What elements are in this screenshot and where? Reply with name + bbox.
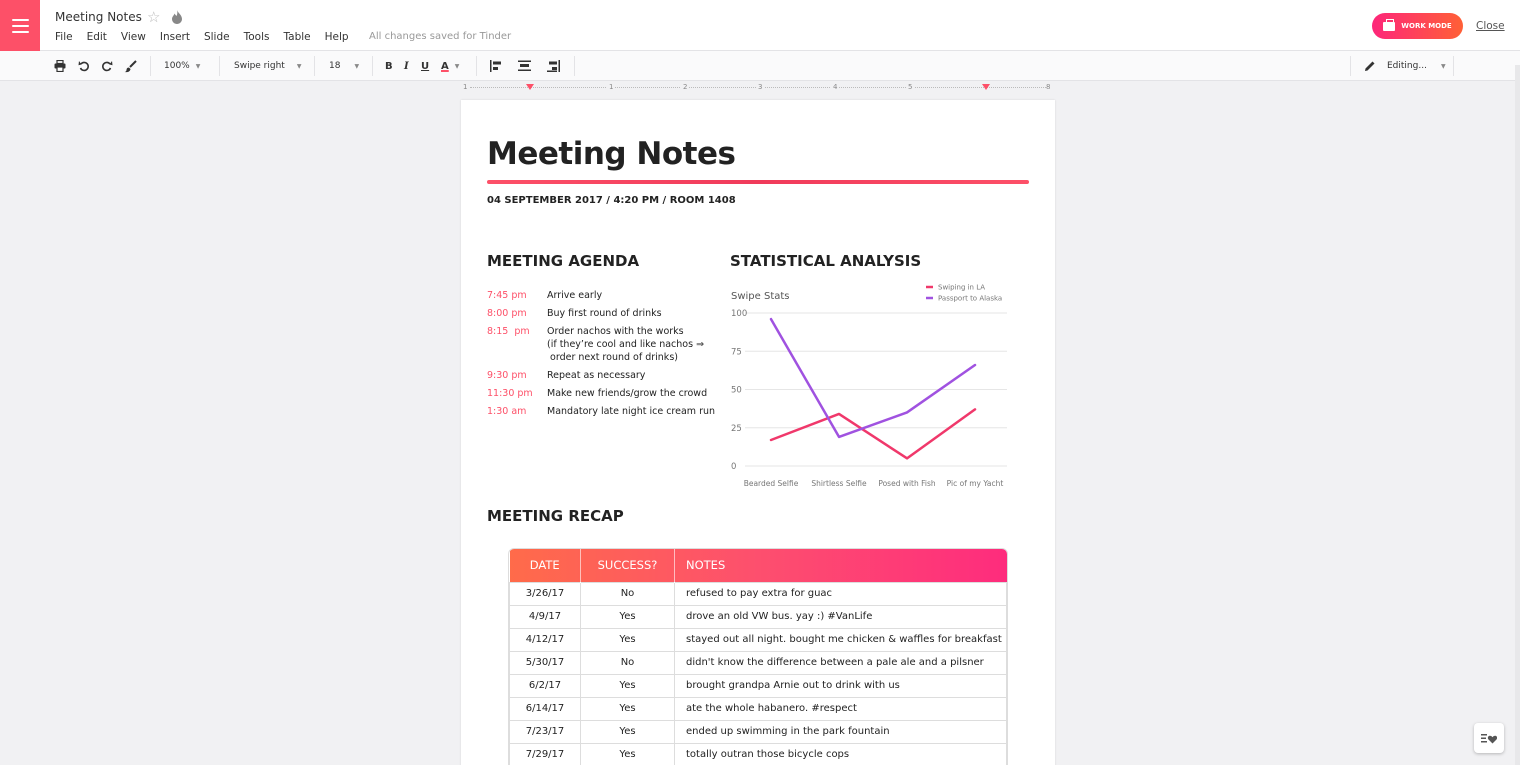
zoom-select[interactable] xyxy=(164,51,200,81)
agenda-item xyxy=(487,325,717,364)
recap-heading: MEETING RECAP xyxy=(487,507,624,525)
data-point xyxy=(770,439,772,441)
toolbar-divider xyxy=(150,56,151,76)
agenda-text: Make new friends/grow the crowd xyxy=(547,388,708,399)
menu-help[interactable]: Help xyxy=(324,31,349,43)
toolbar-divider xyxy=(1453,56,1454,76)
ruler-number: 5 xyxy=(908,83,913,91)
series-line-passport-to-alaska xyxy=(771,319,975,437)
briefcase-icon xyxy=(1383,22,1395,31)
table-row xyxy=(510,605,1007,628)
ruler-number: 1 xyxy=(609,83,614,91)
table-row xyxy=(510,743,1007,765)
align-left-icon xyxy=(490,60,503,72)
toolbar-divider xyxy=(372,56,373,76)
menu-tools[interactable]: Tools xyxy=(243,31,270,43)
agenda-text: Order nachos with the works xyxy=(547,326,684,337)
meeting-details: 04 SEPTEMBER 2017 / 4:20 PM / ROOM 1408 xyxy=(487,195,736,206)
cell-notes[interactable]: ended up swimming in the park fountain xyxy=(675,720,1007,743)
legend-label: Swiping in LA xyxy=(938,283,986,292)
align-center-icon xyxy=(518,60,531,72)
agenda-subtext: order next round of drinks) xyxy=(547,352,678,363)
data-point xyxy=(838,413,840,415)
text-color-button[interactable] xyxy=(441,51,459,81)
cell-success[interactable]: Yes xyxy=(581,605,675,628)
stats-heading: STATISTICAL ANALYSIS xyxy=(730,252,922,270)
menu-insert[interactable]: Insert xyxy=(159,31,190,43)
column-header-notes[interactable]: NOTES xyxy=(686,558,726,573)
agenda-time: 1:30 am xyxy=(487,406,527,417)
cell-date[interactable]: 6/14/17 xyxy=(510,697,581,720)
underline-button[interactable]: U xyxy=(421,60,430,72)
agenda-subtext: (if they’re cool and like nachos ⇒ xyxy=(547,339,705,350)
align-right-icon xyxy=(547,60,560,72)
style-select[interactable] xyxy=(234,51,301,81)
data-point xyxy=(906,412,908,414)
chat-button[interactable] xyxy=(1474,723,1504,753)
document-title[interactable]: Meeting Notes xyxy=(55,10,142,24)
table-row xyxy=(510,674,1007,697)
cell-date[interactable]: 7/29/17 xyxy=(510,743,581,765)
flame-icon[interactable] xyxy=(171,10,183,24)
chevron-down-icon: ▼ xyxy=(1440,62,1446,70)
bold-button[interactable]: B xyxy=(385,60,393,72)
agenda-item xyxy=(487,405,717,418)
data-point xyxy=(838,436,840,438)
menu-edit[interactable]: Edit xyxy=(86,31,107,43)
document-heading: Meeting Notes xyxy=(487,136,736,172)
toolbar-divider xyxy=(314,56,315,76)
agenda-time: 8:00 pm xyxy=(487,308,527,319)
toolbar xyxy=(0,51,1520,81)
agenda-list xyxy=(487,289,717,423)
legend-label: Passport to Alaska xyxy=(938,294,1003,303)
agenda-time: 9:30 pm xyxy=(487,370,527,381)
left-indent-marker[interactable] xyxy=(526,84,534,90)
agenda-time: 11:30 pm xyxy=(487,388,533,399)
menu-view[interactable]: View xyxy=(120,31,146,43)
ruler xyxy=(462,83,1054,93)
cell-notes[interactable]: stayed out all night. bought me chicken & waffles for breakfast xyxy=(675,628,1007,651)
print-icon xyxy=(54,60,66,72)
menu-file[interactable]: File xyxy=(55,31,73,43)
zoom-value: 100% xyxy=(164,61,190,71)
agenda-item xyxy=(487,307,717,320)
cell-notes[interactable]: ate the whole habanero. #respect xyxy=(675,697,1007,720)
y-tick-label: 25 xyxy=(731,423,742,434)
menu-icon[interactable] xyxy=(0,0,40,51)
table-row xyxy=(510,697,1007,720)
column-header-success[interactable]: SUCCESS? xyxy=(581,549,675,582)
cell-notes[interactable]: brought grandpa Arnie out to drink with us xyxy=(675,674,1007,697)
table-header-row xyxy=(510,549,1007,582)
text-color-label: A xyxy=(441,60,449,72)
document-page[interactable] xyxy=(461,100,1055,765)
cell-date[interactable]: 7/23/17 xyxy=(510,720,581,743)
style-value: Swipe right xyxy=(234,61,285,71)
agenda-time: 7:45 pm xyxy=(487,290,527,301)
paint-brush-icon xyxy=(124,60,137,73)
swipe-stats-chart xyxy=(727,280,1027,495)
toolbar-divider xyxy=(219,56,220,76)
cell-date[interactable]: 3/26/17 xyxy=(510,582,581,605)
ruler-number: 4 xyxy=(833,83,838,91)
y-tick-label: 50 xyxy=(731,385,742,396)
agenda-text: Buy first round of drinks xyxy=(547,308,662,319)
recap-table-container xyxy=(508,548,1008,765)
chevron-down-icon: ▼ xyxy=(296,62,302,70)
chevron-down-icon: ▼ xyxy=(195,62,201,70)
cell-success[interactable]: Yes xyxy=(581,674,675,697)
chevron-down-icon: ▼ xyxy=(354,62,360,70)
toolbar-divider xyxy=(476,56,477,76)
ruler-number: 3 xyxy=(758,83,763,91)
agenda-text: Mandatory late night ice cream run xyxy=(547,406,716,417)
agenda-item xyxy=(487,369,717,382)
title-underline xyxy=(487,180,1029,184)
print-button[interactable] xyxy=(54,51,66,81)
undo-button[interactable] xyxy=(78,51,90,81)
font-size-select[interactable] xyxy=(329,51,359,81)
toolbar-divider xyxy=(1350,56,1351,76)
table-row xyxy=(510,651,1007,674)
y-tick-label: 0 xyxy=(731,462,737,472)
cell-success[interactable]: No xyxy=(581,651,675,674)
recap-table xyxy=(509,549,1007,765)
chat-heart-icon xyxy=(1481,732,1497,744)
redo-button[interactable] xyxy=(101,51,113,81)
y-tick-label: 100 xyxy=(731,309,748,319)
agenda-heading: MEETING AGENDA xyxy=(487,252,640,270)
cell-notes[interactable]: didn't know the difference between a pale ale and a pilsner xyxy=(675,651,1007,674)
font-size-value: 18 xyxy=(329,61,341,71)
data-point xyxy=(906,458,908,460)
editing-mode-select[interactable] xyxy=(1364,51,1446,81)
cell-success[interactable]: Yes xyxy=(581,628,675,651)
cell-date[interactable]: 4/9/17 xyxy=(510,605,581,628)
scrollbar[interactable] xyxy=(1515,65,1520,765)
cell-success[interactable]: No xyxy=(581,582,675,605)
cell-date[interactable]: 6/2/17 xyxy=(510,674,581,697)
menu-bar xyxy=(55,31,349,43)
cell-notes[interactable]: drove an old VW bus. yay :) #VanLife xyxy=(675,605,1007,628)
cell-success[interactable]: Yes xyxy=(581,720,675,743)
column-header-date[interactable]: DATE xyxy=(510,549,581,582)
right-indent-marker[interactable] xyxy=(982,84,990,90)
undo-icon xyxy=(78,60,90,72)
ruler-number: 1 xyxy=(463,83,468,91)
italic-button[interactable]: I xyxy=(404,60,409,72)
save-status: All changes saved for Tinder xyxy=(369,31,512,42)
menu-slide[interactable]: Slide xyxy=(203,31,230,43)
y-tick-label: 75 xyxy=(731,347,742,358)
work-mode-button[interactable] xyxy=(1372,13,1463,39)
star-icon[interactable]: ☆ xyxy=(147,8,161,26)
editing-label: Editing... xyxy=(1387,61,1427,71)
align-left-button[interactable] xyxy=(490,51,503,81)
agenda-item xyxy=(487,289,717,302)
data-point xyxy=(770,318,772,320)
toolbar-divider xyxy=(574,56,575,76)
agenda-text: Arrive early xyxy=(547,290,603,301)
cell-notes[interactable]: totally outran those bicycle cops xyxy=(675,743,1007,765)
x-tick-label: Pic of my Yacht xyxy=(946,479,1004,488)
data-point xyxy=(974,364,976,366)
cell-date[interactable]: 5/30/17 xyxy=(510,651,581,674)
series-line-swiping-in-la xyxy=(771,409,975,458)
redo-icon xyxy=(101,60,113,72)
cell-notes[interactable]: refused to pay extra for guac xyxy=(675,582,1007,605)
cell-success[interactable]: Yes xyxy=(581,697,675,720)
ruler-number: 2 xyxy=(683,83,688,91)
menu-table[interactable]: Table xyxy=(283,31,311,43)
x-tick-label: Shirtless Selfie xyxy=(811,479,867,488)
align-center-button[interactable] xyxy=(518,51,531,81)
close-link[interactable]: Close xyxy=(1476,20,1505,32)
ruler-number: 8 xyxy=(1046,83,1051,91)
table-row xyxy=(510,628,1007,651)
table-row xyxy=(510,582,1007,605)
agenda-item xyxy=(487,387,717,400)
table-row xyxy=(510,720,1007,743)
agenda-time: 8:15 pm xyxy=(487,326,530,337)
chevron-down-icon: ▼ xyxy=(454,62,460,70)
x-tick-label: Bearded Selfie xyxy=(743,479,799,488)
align-right-button[interactable] xyxy=(547,51,560,81)
top-bar xyxy=(0,0,1520,51)
cell-success[interactable]: Yes xyxy=(581,743,675,765)
work-mode-label: WORK MODE xyxy=(1401,22,1452,30)
chart-title: Swipe Stats xyxy=(731,291,790,302)
x-tick-label: Posed with Fish xyxy=(878,479,936,488)
paint-format-button[interactable] xyxy=(124,51,137,81)
cell-date[interactable]: 4/12/17 xyxy=(510,628,581,651)
table-body xyxy=(510,582,1007,765)
agenda-text: Repeat as necessary xyxy=(547,370,646,381)
pencil-icon xyxy=(1364,60,1376,72)
agenda-text-block xyxy=(547,325,704,364)
data-point xyxy=(974,409,976,411)
